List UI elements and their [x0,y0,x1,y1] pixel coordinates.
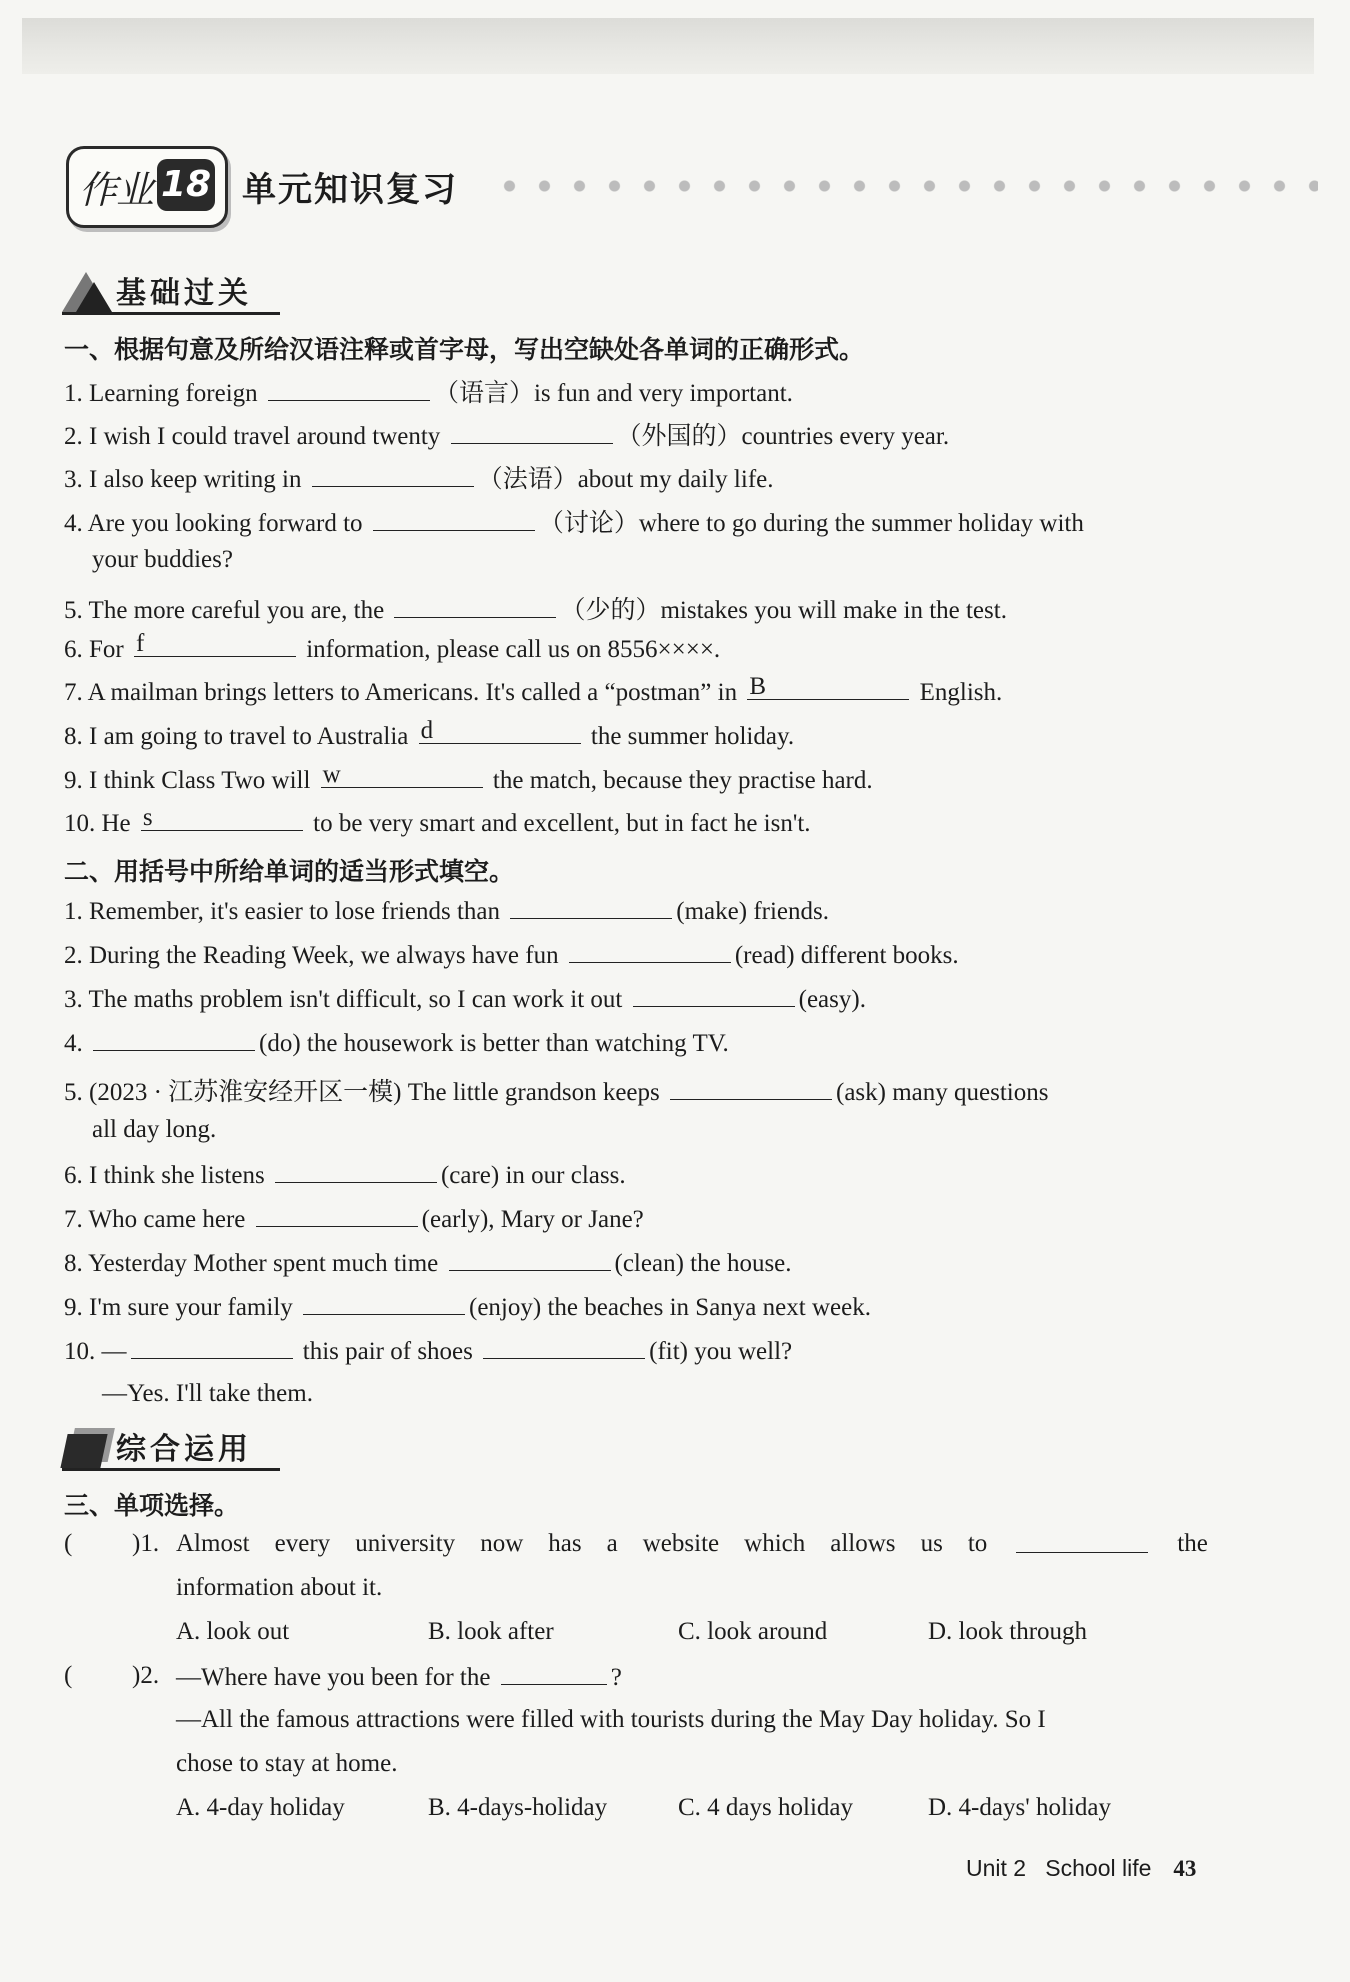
question-text: 4. Are you looking forward to [64,510,363,537]
homework-badge [66,146,228,228]
question-continuation: all day long. [92,1116,217,1143]
answer-paren[interactable] [64,1530,72,1558]
footer-unit: Unit 2 [966,1855,1027,1881]
answer-paren[interactable] [64,1662,72,1690]
question-text: (care) in our class. [440,1162,626,1189]
question [64,459,774,495]
question-number: )1. [132,1530,160,1557]
part3-instruction: 三、单项选择。 [64,1491,240,1520]
question-text: 4. [64,1030,83,1057]
question-text: the match, because they practise hard. [492,767,873,794]
option-a[interactable]: A. look out [176,1618,290,1645]
homework-number: 18 [157,159,215,211]
word: every [274,1530,331,1557]
question-continuation: chose to stay at home. [176,1750,398,1777]
answer-blank[interactable] [321,761,483,788]
answer-blank[interactable] [134,630,296,657]
question-text: the summer holiday. [590,723,795,750]
question [64,416,949,452]
question [64,373,793,409]
question-text: (read) different books. [734,942,959,969]
section-title: 综合运用 [116,1432,252,1467]
answer-blank[interactable] [141,804,303,831]
question-text: （外国的）countries every year. [616,423,950,450]
section-header-basic [62,268,292,316]
question-text: (early), Mary or Jane? [421,1206,644,1233]
word: now [480,1530,524,1557]
option-d[interactable]: D. look through [928,1618,1088,1645]
question-text: 2. I wish I could travel around twenty [64,423,441,450]
question [64,590,1007,626]
word: which [744,1530,806,1557]
question [64,673,1003,707]
initial-letter: w [322,761,341,788]
question-text: 7. A mailman brings letters to Americans. It's called a “postman” in [64,679,738,706]
answer-blank[interactable] [451,421,613,444]
question [176,1530,1208,1558]
block-icon [60,1434,107,1468]
answer-blank[interactable] [93,1028,255,1051]
initial-letter: s [142,804,153,831]
option-b[interactable]: B. look after [428,1618,554,1645]
word: Almost [176,1530,250,1557]
question-text: 6. For [64,636,124,663]
initial-letter: B [749,673,767,700]
question [64,717,795,751]
question-text: (clean) the house. [614,1250,792,1277]
question-continuation: your buddies? [92,546,233,573]
page-title: 单元知识复习 [242,170,458,210]
question-text: 8. Yesterday Mother spent much time [64,1250,439,1277]
paren-open: ( [64,1662,73,1689]
question [64,1292,871,1322]
question [64,804,811,838]
question-text: (make) friends. [676,898,829,925]
section-title: 基础过关 [116,276,252,311]
dotted-divider [492,179,1318,193]
top-scan-band [22,18,1314,74]
answer-blank[interactable] [303,1292,465,1315]
question-text: 5. (2023 · 江苏淮安经开区一模) The little grandson keeps [64,1079,660,1106]
option-c[interactable]: C. look around [678,1618,828,1645]
page-number: 43 [1173,1856,1197,1881]
word: has [548,1530,582,1557]
word: us [920,1530,943,1557]
answer-blank[interactable] [1016,1530,1148,1553]
option-c[interactable]: C. 4 days holiday [678,1794,853,1821]
question-text: to be very smart and excellent, but in fact he isn't. [313,810,811,837]
question-number: )2. [132,1662,160,1689]
section-underline [62,312,280,315]
question-text: 7. Who came here [64,1206,246,1233]
page-footer [966,1855,1196,1882]
initial-letter: d [420,717,434,744]
question [64,1248,792,1278]
question [64,1160,626,1190]
question-text: —Where have you been for the [176,1664,491,1691]
question-text: (ask) many questions [836,1079,1049,1106]
question-text: （法语）about my daily life. [477,466,774,493]
homework-title-row [66,146,1316,226]
question-text: (do) the housework is better than watching TV. [259,1030,729,1057]
question-text: 10. He [64,810,131,837]
homework-label: 作业 [79,168,154,212]
answer-blank[interactable] [373,508,535,531]
answer-blank[interactable] [268,378,430,401]
answer-blank[interactable] [394,595,556,618]
word: a [606,1530,618,1557]
mountain-icon-front [76,282,112,312]
question-text: (fit) you well? [649,1338,793,1365]
question-text: 8. I am going to travel to Australia [64,723,409,750]
question-continuation: —Yes. I'll take them. [102,1380,313,1407]
question-text: 3. The maths problem isn't difficult, so I can work it out [64,986,623,1013]
question-text: ? [610,1664,622,1691]
answer-blank[interactable] [256,1204,418,1227]
question-text: 1. Learning foreign [64,380,258,407]
question-text: (easy). [798,986,866,1013]
question-continuation: information about it. [176,1574,383,1601]
question-text: (enjoy) the beaches in Sanya next week. [469,1294,871,1321]
option-b[interactable]: B. 4-days-holiday [428,1794,608,1821]
question-text: English. [919,679,1003,706]
question-text: 9. I'm sure your family [64,1294,293,1321]
answer-blank[interactable] [569,940,731,963]
question-text: 5. The more careful you are, the [64,597,385,624]
question [64,1028,729,1058]
question [64,1204,644,1234]
question-text: 2. During the Reading Week, we always have fun [64,942,559,969]
part1-instruction: 一、根据句意及所给汉语注释或首字母，写出空缺处各单词的正确形式。 [64,335,865,364]
question-text: this pair of shoes [302,1338,473,1365]
question-text: （少的）mistakes you will make in the test. [560,597,1007,624]
answer-blank[interactable] [633,984,795,1007]
question [176,1662,622,1692]
footer-unit-name: School life [1045,1855,1152,1881]
answer-blank[interactable] [670,1077,832,1100]
paren-open: ( [64,1530,73,1557]
answer-blank[interactable] [501,1662,607,1685]
question [64,761,873,795]
question [64,503,1084,539]
question-text: information, please call us on 8556××××. [306,636,721,663]
question [64,896,829,926]
answer-blank[interactable] [131,1336,293,1359]
section-underline [62,1468,280,1471]
answer-blank[interactable] [275,1160,437,1183]
part2-instruction: 二、用括号中所给单词的适当形式填空。 [64,857,515,886]
word: university [355,1530,456,1557]
question-text: （讨论）where to go during the summer holiday with [538,510,1084,537]
answer-blank[interactable] [419,717,581,744]
answer-blank[interactable] [312,464,474,487]
question-text: 3. I also keep writing in [64,466,302,493]
question [64,1336,792,1366]
answer-blank[interactable] [483,1336,645,1359]
answer-blank[interactable] [510,896,672,919]
word: allows [830,1530,896,1557]
section-header-comprehensive [62,1424,292,1472]
option-d[interactable]: D. 4-days' holiday [928,1794,1111,1821]
question-continuation: —All the famous attractions were filled with tourists during the May Day holiday. So I [176,1706,1046,1733]
answer-blank[interactable] [747,673,909,700]
word: the [1177,1530,1208,1557]
initial-letter: f [135,630,145,657]
question-text: 10. — [64,1338,127,1365]
question [64,630,721,664]
option-a[interactable]: A. 4-day holiday [176,1794,345,1821]
question-text: 6. I think she listens [64,1162,265,1189]
word: to [967,1530,988,1557]
question [64,984,866,1014]
answer-blank[interactable] [449,1248,611,1271]
word: website [642,1530,720,1557]
question-text: 9. I think Class Two will [64,767,311,794]
question [64,940,959,970]
question-text: 1. Remember, it's easier to lose friends than [64,898,501,925]
question [64,1072,1048,1108]
question-text: （语言）is fun and very important. [433,380,793,407]
